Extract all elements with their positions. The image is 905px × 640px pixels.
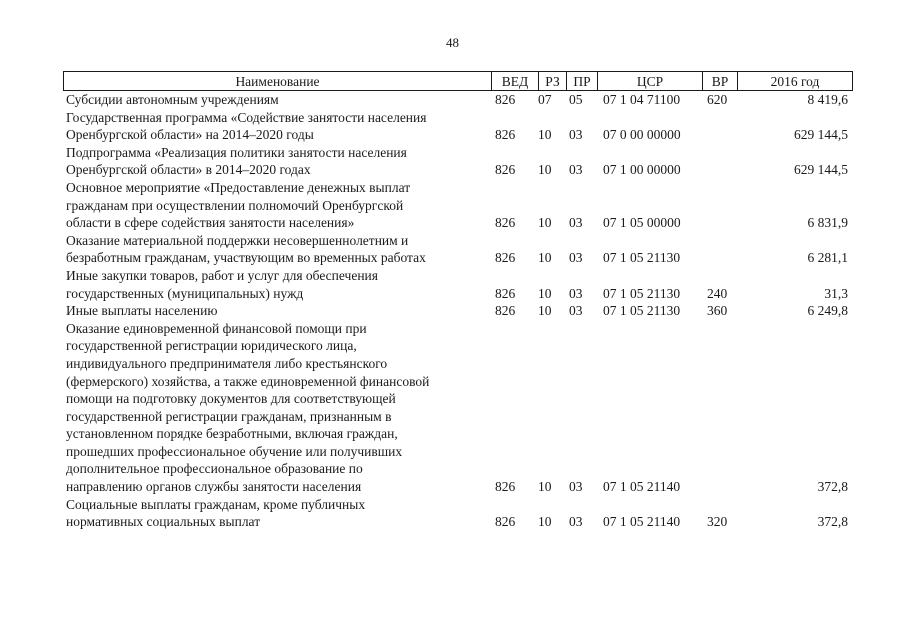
table-row bbox=[0, 320, 905, 496]
row-amount: 629 144,5 bbox=[794, 127, 848, 143]
table-row bbox=[0, 267, 905, 302]
row-rz: 10 bbox=[538, 514, 552, 530]
row-name: Социальные выплаты гражданам, кроме публичных нормативных социальных выплат bbox=[66, 496, 366, 530]
header-year: 2016 год bbox=[770, 74, 820, 89]
row-pr: 03 bbox=[569, 250, 583, 266]
row-amount: 372,8 bbox=[817, 514, 848, 530]
row-pr: 03 bbox=[569, 285, 583, 301]
row-csr: 07 1 04 71100 bbox=[603, 92, 681, 107]
row-ved: 826 bbox=[495, 162, 516, 178]
row-name: Основное мероприятие «Предоставление денежных выплат гражданам при осуществлении полномочий Оренбургской области в сфере содействия занятости населения» bbox=[66, 179, 411, 231]
row-amount: 8 419,6 bbox=[807, 92, 848, 107]
row-rz: 10 bbox=[538, 250, 552, 266]
header-rz: РЗ bbox=[539, 72, 567, 90]
row-csr: 07 1 05 21140 bbox=[603, 479, 681, 495]
row-amount: 31,3 bbox=[824, 285, 848, 301]
row-name: Иные выплаты населению bbox=[66, 303, 218, 319]
header-csr: ЦСР bbox=[598, 72, 703, 90]
row-amount: 629 144,5 bbox=[794, 162, 848, 178]
table-row bbox=[0, 109, 905, 144]
row-name: Иные закупки товаров, работ и услуг для обеспечения государственных (муниципальных) нужд bbox=[66, 267, 378, 301]
row-ved: 826 bbox=[495, 250, 516, 266]
row-csr: 07 1 05 00000 bbox=[603, 215, 681, 231]
row-csr: 07 1 05 21140 bbox=[603, 514, 681, 530]
row-csr: 07 1 05 21130 bbox=[603, 303, 681, 319]
row-amount: 372,8 bbox=[817, 479, 848, 495]
table-row bbox=[0, 232, 905, 267]
row-pr: 03 bbox=[569, 215, 583, 231]
page-number: 48 bbox=[446, 35, 459, 50]
row-ved: 826 bbox=[495, 92, 516, 107]
row-rz: 10 bbox=[538, 162, 552, 178]
row-vr: 360 bbox=[707, 303, 728, 319]
table-row bbox=[0, 496, 905, 531]
table-row bbox=[0, 144, 905, 179]
row-amount: 6 249,8 bbox=[807, 303, 848, 319]
row-name: Субсидии автономным учреждениям bbox=[66, 92, 279, 107]
row-pr: 03 bbox=[569, 162, 583, 178]
row-pr: 05 bbox=[569, 92, 583, 107]
row-vr: 240 bbox=[707, 285, 728, 301]
row-pr: 03 bbox=[569, 479, 583, 495]
row-name: Оказание материальной поддержки несовершеннолетним и безработным гражданам, участвующим во временных работах bbox=[66, 232, 426, 266]
table-body bbox=[0, 91, 905, 531]
row-csr: 07 1 05 21130 bbox=[603, 250, 681, 266]
table-row bbox=[0, 302, 905, 320]
row-csr: 07 1 05 21130 bbox=[603, 285, 681, 301]
row-pr: 03 bbox=[569, 127, 583, 143]
header-vr: ВР bbox=[703, 72, 738, 90]
row-name: Государственная программа «Содействие занятости населения Оренбургской области» на 2014–2020 годы bbox=[66, 109, 427, 143]
row-pr: 03 bbox=[569, 303, 583, 319]
row-ved: 826 bbox=[495, 215, 516, 231]
row-rz: 10 bbox=[538, 285, 552, 301]
row-pr: 03 bbox=[569, 514, 583, 530]
row-name: Подпрограмма «Реализация политики занятости населения Оренбургской области» в 2014–2020 годах bbox=[66, 144, 407, 178]
row-name: Оказание единовременной финансовой помощи при государственной регистрации юридического лица, индивидуального предпринимателя либо крестьянского (фермерского) хозяйства, а также единовременной финансовой помощи на подготовку документов для соответствующей государственной регистрации гражданам, признанным в установленном порядке безработными, включая граждан, прошедших профессиональное обучение или получивших дополнительное профессиональное образование по направлению органов службы занятости населения bbox=[66, 320, 430, 495]
header-ved: ВЕД bbox=[492, 72, 539, 90]
table-row bbox=[0, 91, 905, 109]
row-vr: 620 bbox=[707, 92, 728, 107]
table-row bbox=[0, 179, 905, 232]
row-ved: 826 bbox=[495, 285, 516, 301]
row-rz: 10 bbox=[538, 303, 552, 319]
row-amount: 6 831,9 bbox=[807, 215, 848, 231]
row-rz: 10 bbox=[538, 215, 552, 231]
row-rz: 10 bbox=[538, 479, 552, 495]
row-rz: 10 bbox=[538, 127, 552, 143]
row-ved: 826 bbox=[495, 514, 516, 530]
row-csr: 07 1 00 00000 bbox=[603, 162, 681, 178]
row-ved: 826 bbox=[495, 127, 516, 143]
row-vr: 320 bbox=[707, 514, 728, 530]
table-header bbox=[63, 71, 853, 91]
row-ved: 826 bbox=[495, 479, 516, 495]
row-csr: 07 0 00 00000 bbox=[603, 127, 681, 143]
row-amount: 6 281,1 bbox=[807, 250, 848, 266]
row-ved: 826 bbox=[495, 303, 516, 319]
header-name: Наименование bbox=[64, 72, 492, 90]
header-pr: ПР bbox=[567, 72, 598, 90]
row-rz: 07 bbox=[538, 92, 552, 107]
